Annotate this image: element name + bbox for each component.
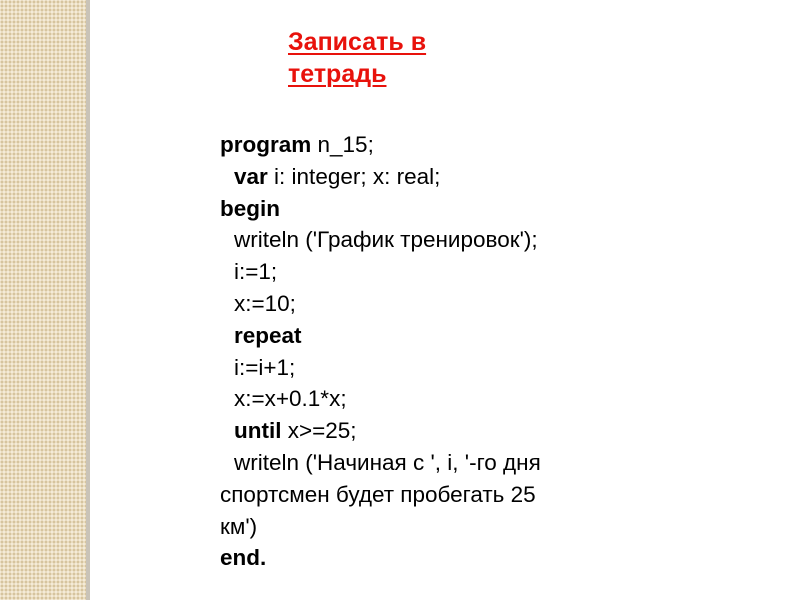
slide-heading — [288, 26, 454, 90]
code-text: n_15; — [311, 132, 374, 157]
code-line-program — [220, 129, 620, 161]
code-line-writeln-2a: writeln ('Начиная с ', i, '-го дня — [234, 449, 541, 475]
code-line-writeln-2c: км') — [220, 513, 258, 539]
code-line-until — [220, 415, 620, 447]
keyword-program: program — [220, 132, 312, 157]
keyword-var: var — [234, 163, 268, 189]
decorative-side-strip — [0, 0, 86, 600]
code-line-end — [220, 542, 620, 574]
code-line-writeln-1: writeln ('График тренировок'); — [234, 227, 538, 253]
code-listing — [220, 129, 620, 574]
keyword-repeat: repeat — [234, 322, 302, 348]
code-text: x>=25; — [281, 418, 357, 444]
keyword-begin: begin — [220, 195, 280, 221]
code-line-assign-x: x:=10; — [234, 290, 296, 316]
code-line-increment-i: i:=i+1; — [234, 354, 296, 380]
code-line-begin — [220, 193, 620, 225]
code-text: i: integer; x: real; — [267, 163, 441, 189]
code-line-assign-i: i:=1; — [234, 259, 278, 285]
keyword-until: until — [234, 418, 282, 444]
heading-line-2: тетрадь — [288, 60, 387, 88]
code-line-update-x: x:=x+0.1*x; — [234, 386, 347, 412]
code-line-writeln-2b: спортсмен будет пробегать 25 — [220, 481, 536, 507]
keyword-end: end. — [220, 545, 267, 571]
heading-line-1: Записать в — [288, 28, 427, 56]
code-line-repeat — [220, 320, 620, 352]
code-line-var — [220, 161, 620, 193]
side-divider — [86, 0, 90, 600]
